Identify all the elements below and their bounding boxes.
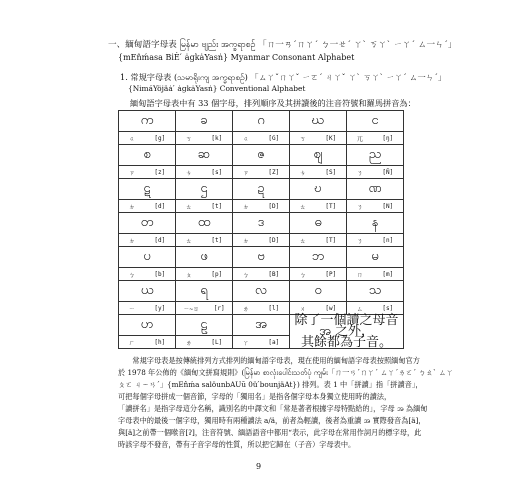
roman-symbol: [s] [211, 168, 223, 176]
consonant-letter: ဇ [233, 145, 290, 166]
table-row [119, 315, 404, 336]
roman-symbol: [P] [325, 270, 337, 278]
roman-symbol: [D] [268, 202, 280, 210]
pronunciation-cell [119, 234, 176, 247]
roman-symbol: [ŋ] [382, 134, 394, 142]
zhuyin-symbol: ㄎ [299, 135, 306, 143]
pronunciation-cell [290, 132, 347, 145]
pronunciation-cell [119, 268, 176, 281]
zhuyin-symbol: ㄫ [356, 135, 363, 143]
pronunciation-cell [290, 166, 347, 179]
pronunciation-cell [347, 132, 404, 145]
section-heading [108, 40, 457, 51]
roman-symbol: [s] [382, 304, 394, 312]
table-row [119, 268, 404, 281]
table-note-line: 除了一個讀之母音 အ 之外， [294, 313, 399, 339]
consonant-letter: ဠ [176, 315, 233, 336]
consonant-letter: ဈ [290, 145, 347, 166]
consonant-table [118, 110, 404, 349]
paragraph-line: 與[ä]之前帶一個喉音[ʔ]，注音符號、緬語語音中都用“表示，此字母在常用作詞月的標字母，此 [118, 428, 422, 437]
roman-symbol: [r] [213, 304, 225, 312]
pronunciation-cell [119, 302, 176, 315]
roman-symbol: [S] [325, 168, 337, 176]
paragraph-line: 字母表中的最後一個字母，獨用時有兩種讀法 a/ä，前者為輕讀，後者為重讀 အ 實際發音為[ä]， [118, 416, 426, 425]
pronunciation-cell [119, 132, 176, 145]
zhuyin-symbol: ㄉ [128, 203, 135, 211]
intro-text: 緬甸語字母表中有 33 個字母，排列順序及其拼讀後的注音符號和羅馬拼音為： [130, 98, 416, 108]
zhuyin-symbol: ㄇ [356, 271, 363, 279]
consonant-letter: ဏ [347, 179, 404, 200]
consonant-letter: ထ [176, 213, 233, 234]
consonant-letter: ဋ [119, 179, 176, 200]
table-row [119, 234, 404, 247]
roman-symbol: [d] [154, 202, 166, 210]
paragraph-line: 常規字母表是按傳統排列方式排列的緬甸語字母表，現在使用的緬甸語字母表按照緬甸官方 [132, 356, 420, 365]
consonant-letter: တ [119, 213, 176, 234]
pronunciation-cell [290, 268, 347, 281]
pronunciation-cell [176, 336, 233, 349]
pronunciation-cell [176, 166, 233, 179]
pronunciation-cell [290, 200, 347, 213]
roman-symbol: [y] [154, 304, 166, 312]
pronunciation-cell [233, 132, 290, 145]
roman-symbol: [T] [325, 202, 337, 210]
zhuyin-symbol: ㄨ [299, 305, 306, 313]
section-title-myanmar: မြန်မာ ဗျည်း အက္ခရာစဉ် [179, 40, 256, 50]
subsection-heading-roman [128, 84, 305, 93]
pronunciation-cell [176, 132, 233, 145]
pronunciation-cell [119, 336, 176, 349]
consonant-letter: ယ [119, 281, 176, 302]
zhuyin-symbol: ㄊ [185, 203, 192, 211]
consonant-letter: သ [347, 281, 404, 302]
section-heading-roman [118, 53, 354, 62]
roman-symbol: [t] [211, 202, 223, 210]
table-row [119, 179, 404, 200]
explanation-paragraph [118, 355, 454, 451]
consonant-letter: လ [233, 281, 290, 302]
consonant-letter: ဒ [233, 213, 290, 234]
table-row [119, 111, 404, 132]
pronunciation-cell [176, 234, 233, 247]
consonant-letter: ဃ [290, 111, 347, 132]
zhuyin-symbol: ㄗ [242, 169, 249, 177]
subsection-title-roman: {NimáYöjäȧ ́ ȧgkȧYasṅ} [128, 84, 218, 93]
pronunciation-cell [233, 302, 290, 315]
consonant-letter: ဗ [233, 247, 290, 268]
consonant-letter: ဂ [233, 111, 290, 132]
zhuyin-symbol: ㄘ [185, 169, 192, 177]
roman-symbol: [h] [154, 338, 166, 346]
zhuyin-symbol: ㄉ [242, 237, 249, 245]
consonant-letter: ဖ [176, 247, 233, 268]
pronunciation-cell [347, 268, 404, 281]
paragraph-line: 時該字母不發音，帶有子音字母的性質，所以把它歸在（子音）字母表中。 [118, 440, 356, 449]
roman-symbol: [b] [154, 270, 166, 278]
table-note-line: 其餘都為子音。 [300, 335, 392, 350]
pronunciation-cell [176, 200, 233, 213]
page-number: 9 [256, 462, 262, 471]
roman-symbol: [t] [211, 236, 223, 244]
zhuyin-symbol: ㄚ [242, 339, 249, 347]
table-row [119, 132, 404, 145]
zhuyin-symbol: ㄋ [356, 237, 363, 245]
table-row [119, 145, 404, 166]
section-title-english: Myanmar Consonant Alphabet [230, 53, 355, 62]
consonant-letter: စ [119, 145, 176, 166]
zhuyin-symbol: ㄋ [356, 169, 363, 177]
roman-symbol: [d] [154, 236, 166, 244]
consonant-letter: ည [347, 145, 404, 166]
zhuyin-symbol: ㄗ [128, 169, 135, 177]
zhuyin-symbol: ㄧ [128, 305, 135, 313]
zhuyin-symbol: ㄉ [128, 237, 135, 245]
subsection-title-myanmar: (သမာရိုးကျ အက္ခရာစဉ်) [173, 72, 248, 82]
roman-symbol: [p] [211, 270, 223, 278]
roman-symbol: [D] [268, 236, 280, 244]
pronunciation-cell [233, 234, 290, 247]
consonant-letter: ခ [176, 111, 233, 132]
pronunciation-cell [233, 200, 290, 213]
roman-symbol: [w] [325, 304, 337, 312]
roman-symbol: [g] [154, 134, 166, 142]
pronunciation-cell [233, 268, 290, 281]
subsection-title-english: Conventional Alphabet [219, 84, 306, 93]
pronunciation-cell [119, 166, 176, 179]
consonant-letter: န [347, 213, 404, 234]
roman-symbol: [K] [325, 134, 337, 142]
pronunciation-cell [119, 200, 176, 213]
consonant-letter: ဎ [290, 179, 347, 200]
zhuyin-symbol: ㄋ [356, 203, 363, 211]
zhuyin-symbol: ㄊ [299, 203, 306, 211]
consonant-letter: အ [233, 315, 290, 336]
zhuyin-symbol: ㄆ [185, 271, 192, 279]
zhuyin-symbol: ㄍ [242, 135, 249, 143]
zhuyin-symbol: ㄅ [299, 271, 306, 279]
zhuyin-symbol: ㄅ [242, 271, 249, 279]
pronunciation-cell [176, 268, 233, 281]
section-title-zhuyin: 「ㄇ一ㄢˊㄇㄚˊ ㄅ一ㄝˊ ㄚˋ ㄎㄚˋ ㄧㄚˊ ㄙ一ㄣˊ」 [258, 40, 457, 50]
zhuyin-symbol: ㄘ [299, 169, 306, 177]
paragraph-line: 於 1978 年公佈的《緬甸文拼寫規則》(မြန်မာ စာလုံးပေါင်းသတ်ပုံ ကျမ်း「ㄇ一ㄢˊㄇㄚˊ ㄙㄚˊㄌㄛˊ ㄅㄠˋ ㄙㄚ [118, 368, 454, 377]
zhuyin-symbol: ㄊ [299, 237, 306, 245]
pronunciation-cell [176, 302, 233, 315]
consonant-letter: ဘ [290, 247, 347, 268]
pronunciation-cell [233, 336, 290, 349]
roman-symbol: [T] [325, 236, 337, 244]
pronunciation-cell [347, 234, 404, 247]
consonant-letter: ဍ [233, 179, 290, 200]
zhuyin-symbol: ㄉ [242, 203, 249, 211]
consonant-letter: ဓ [290, 213, 347, 234]
roman-symbol: [l] [268, 304, 280, 312]
consonant-letter: ဟ [119, 315, 176, 336]
paragraph-line: ㄆㄛ ㄐㄧㄢˊ」{mEn̂ḿa salöunbAUȗ 0ü ́bounjäAt}) 排列。表 1 中「拼讀」指「拼讀音」， [118, 380, 423, 389]
section-number: 一、 [108, 40, 126, 50]
table-row [119, 213, 404, 234]
roman-symbol: [Ñ] [382, 168, 394, 176]
consonant-letter: ပ [119, 247, 176, 268]
table-row [119, 247, 404, 268]
section-title-chinese: 緬甸語字母表 [125, 40, 177, 50]
consonant-letter: င [347, 111, 404, 132]
section-title-roman: {mEn̂ḿasa Bi̇Ė ́ ȧgkȧYasṅ} [118, 53, 229, 62]
zhuyin-symbol: ㄌ [185, 339, 192, 347]
table-row [119, 166, 404, 179]
subsection-title-zhuyin: 「ㄙㄚˇㄇㄚˇ ㄧㄛˊ ㄐㄚˇ ㄚˋ ㄎㄚˋ ㄧㄚˊ ㄙ一ㄣˊ」 [250, 72, 447, 82]
consonant-letter: ဆ [176, 145, 233, 166]
zhuyin-symbol: ㄧ~ㄖ [183, 305, 199, 313]
table-row [119, 281, 404, 302]
pronunciation-cell [290, 234, 347, 247]
zhuyin-symbol: ㄌ [242, 305, 249, 313]
roman-symbol: [n] [382, 236, 394, 244]
roman-symbol: [m] [382, 270, 394, 278]
consonant-letter: မ [347, 247, 404, 268]
roman-symbol: [G] [268, 134, 280, 142]
roman-symbol: [a] [268, 338, 280, 346]
pronunciation-cell [233, 166, 290, 179]
zhuyin-symbol: ㄅ [128, 271, 135, 279]
consonant-letter: ဌ [176, 179, 233, 200]
pronunciation-cell [347, 166, 404, 179]
consonant-letter: ဝ [290, 281, 347, 302]
consonant-letter: က [119, 111, 176, 132]
zhuyin-symbol: ㄙ [356, 305, 363, 313]
zhuyin-symbol: ㄏ [128, 339, 135, 347]
table-note [290, 315, 404, 349]
roman-symbol: [k] [211, 134, 223, 142]
table-row [119, 200, 404, 213]
roman-symbol: [L] [211, 338, 223, 346]
subsection-number: 1. [120, 72, 128, 82]
roman-symbol: [Z] [268, 168, 280, 176]
pronunciation-cell [347, 200, 404, 213]
paragraph-line: 「讀拼名」是指字母這分名稱，識別名的中譯文和「常是著者根據字母特點給的」，字母 အ 為緬甸 [118, 404, 428, 413]
roman-symbol: [z] [154, 168, 166, 176]
zhuyin-symbol: ㄍ [128, 135, 135, 143]
subsection-title-chinese: 常規字母表 [130, 72, 172, 82]
paragraph-line: 可把每個字母拼成一個音節，字母的「獨用名」是指各個字母本身獨立使用時的讀法， [118, 392, 392, 401]
zhuyin-symbol: ㄊ [185, 237, 192, 245]
roman-symbol: [B] [268, 270, 280, 278]
zhuyin-symbol: ㄎ [185, 135, 192, 143]
roman-symbol: [N] [382, 202, 394, 210]
consonant-letter: ရ [176, 281, 233, 302]
